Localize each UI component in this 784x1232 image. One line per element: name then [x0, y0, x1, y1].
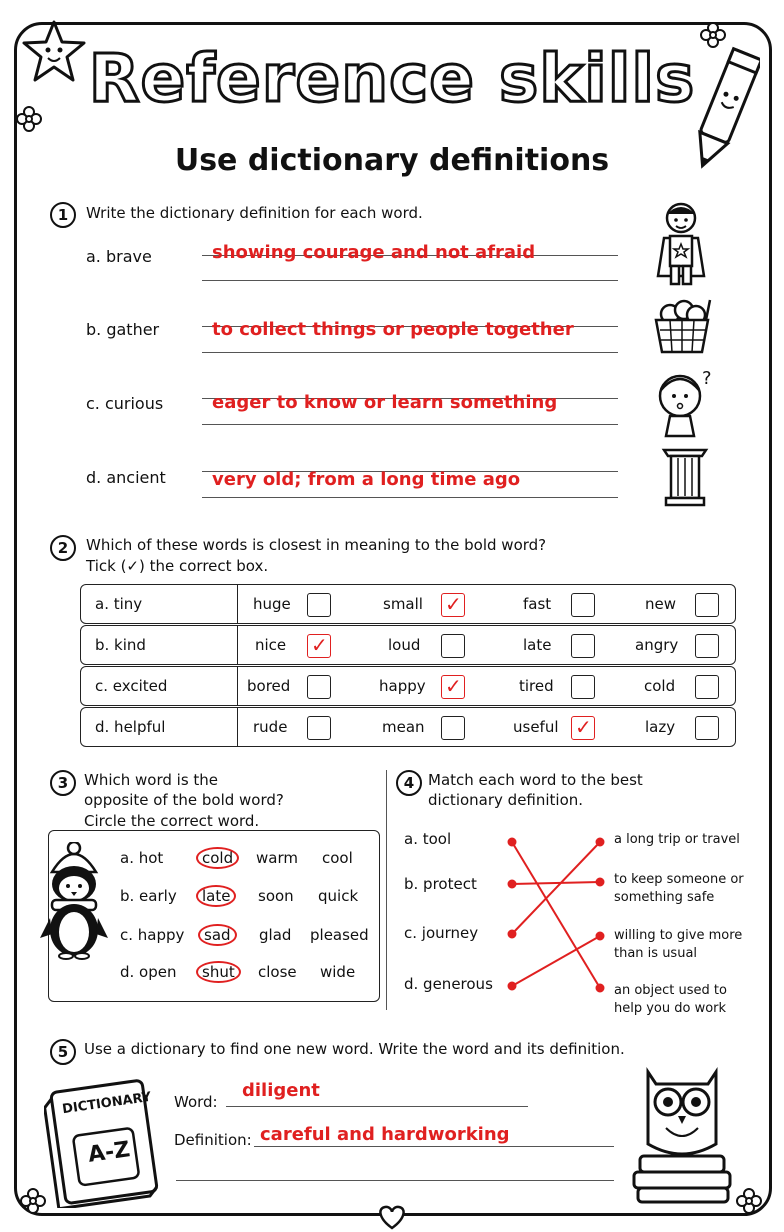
definition-answer[interactable]: careful and hardworking: [260, 1124, 510, 1145]
matching-lines[interactable]: [500, 830, 612, 1000]
checkbox[interactable]: [441, 634, 465, 658]
synonym-row-tiny: [80, 584, 736, 624]
checkbox[interactable]: [571, 634, 595, 658]
bold-word: a. tiny: [95, 595, 143, 613]
checkbox-checked[interactable]: [441, 593, 465, 617]
checkbox[interactable]: [695, 634, 719, 658]
answer-curious[interactable]: eager to know or learn something: [212, 392, 558, 413]
section-divider: [386, 770, 387, 1010]
divider: [237, 585, 238, 623]
word-gather: b. gather: [86, 320, 160, 339]
option-label[interactable]: close: [258, 963, 297, 981]
flower-icon: [734, 1186, 764, 1216]
match-word-protect: b. protect: [404, 875, 477, 893]
answer-line: [176, 1180, 614, 1181]
bold-word: a. hot: [120, 849, 164, 867]
bold-word: c. happy: [120, 926, 185, 944]
option-label: cold: [644, 677, 676, 695]
section-3-instruction-2: opposite of the bold word?: [84, 791, 284, 809]
match-definition: help you do work: [614, 1001, 727, 1016]
book-az: A-Z: [86, 1137, 132, 1168]
option-label: late: [523, 636, 552, 654]
option-label: huge: [253, 595, 291, 613]
synonym-row-excited: [80, 666, 736, 706]
match-definition: willing to give more: [614, 928, 743, 943]
section-4-number: 4: [396, 770, 422, 796]
section-5-instruction: Use a dictionary to find one new word. Write the word and its definition.: [84, 1040, 625, 1058]
page-subtitle: Use dictionary definitions: [174, 143, 610, 178]
checkbox-checked[interactable]: [307, 634, 331, 658]
option-label: fast: [523, 595, 552, 613]
circled-option[interactable]: cold: [196, 847, 239, 869]
divider: [237, 667, 238, 705]
synonym-row-helpful: [80, 707, 736, 747]
circled-option[interactable]: late: [196, 885, 236, 907]
superhero-boy-icon: [652, 198, 710, 290]
option-label[interactable]: quick: [318, 887, 359, 905]
checkbox[interactable]: [307, 593, 331, 617]
new-word-answer[interactable]: diligent: [242, 1080, 320, 1101]
option-label: loud: [388, 636, 421, 654]
match-word-journey: c. journey: [404, 924, 479, 942]
option-label: rude: [253, 718, 288, 736]
section-3-number: 3: [50, 770, 76, 796]
option-label: angry: [635, 636, 679, 654]
circled-option[interactable]: shut: [196, 961, 241, 983]
answer-line: [202, 352, 618, 353]
option-label: lazy: [645, 718, 676, 736]
checkbox[interactable]: [441, 716, 465, 740]
option-label: small: [383, 595, 423, 613]
option-label[interactable]: wide: [320, 963, 356, 981]
option-label: tired: [519, 677, 554, 695]
page-title: Reference skills: [88, 40, 696, 117]
word-curious: c. curious: [86, 394, 164, 413]
circled-option[interactable]: sad: [198, 924, 237, 946]
answer-brave[interactable]: showing courage and not afraid: [212, 242, 536, 263]
option-label: nice: [255, 636, 287, 654]
checkbox[interactable]: [307, 675, 331, 699]
section-2-instruction-2: Tick (✓) the correct box.: [86, 557, 269, 575]
synonym-row-kind: [80, 625, 736, 665]
divider: [237, 708, 238, 746]
checkbox-checked[interactable]: [441, 675, 465, 699]
bold-word: b. early: [120, 887, 177, 905]
checkbox[interactable]: [695, 675, 719, 699]
bold-word: d. helpful: [95, 718, 166, 736]
section-4-instruction: Match each word to the best: [428, 771, 643, 789]
section-1-instruction: Write the dictionary definition for each word.: [86, 204, 423, 222]
section-3-instruction: Which word is the: [84, 771, 219, 789]
match-definition: an object used to: [614, 983, 727, 998]
checkbox[interactable]: [571, 675, 595, 699]
apple-basket-icon: [650, 296, 714, 356]
option-label: useful: [513, 718, 559, 736]
bold-word: d. open: [120, 963, 177, 981]
section-1-number: 1: [50, 202, 76, 228]
match-word-tool: a. tool: [404, 830, 452, 848]
definition-label: Definition:: [174, 1131, 252, 1149]
word-brave: a. brave: [86, 247, 152, 266]
answer-line: [226, 1106, 528, 1107]
section-3-instruction-3: Circle the correct word.: [84, 812, 260, 830]
section-5-number: 5: [50, 1039, 76, 1065]
section-2-instruction: Which of these words is closest in meaning to the bold word?: [86, 536, 547, 554]
option-label[interactable]: cool: [322, 849, 353, 867]
match-word-generous: d. generous: [404, 975, 493, 993]
option-label[interactable]: glad: [259, 926, 292, 944]
thinking-boy-icon: [652, 366, 718, 438]
svg-text:?: ?: [702, 368, 712, 389]
option-label: happy: [379, 677, 426, 695]
checkbox[interactable]: [307, 716, 331, 740]
checkbox[interactable]: [695, 593, 719, 617]
answer-ancient[interactable]: very old; from a long time ago: [212, 469, 521, 490]
checkbox[interactable]: [571, 593, 595, 617]
match-definition: a long trip or travel: [614, 832, 740, 847]
penguin-icon: [38, 842, 110, 960]
option-label: bored: [247, 677, 291, 695]
match-definition: to keep someone or: [614, 872, 744, 887]
owl-on-books-icon: [626, 1064, 738, 1206]
match-definition: than is usual: [614, 946, 698, 961]
answer-line: [202, 424, 618, 425]
bold-word: b. kind: [95, 636, 146, 654]
answer-line: [202, 497, 618, 498]
checkbox-checked[interactable]: [571, 716, 595, 740]
option-label[interactable]: soon: [258, 887, 294, 905]
option-label[interactable]: warm: [256, 849, 298, 867]
option-label[interactable]: pleased: [310, 926, 369, 944]
option-label: mean: [382, 718, 425, 736]
bold-word: c. excited: [95, 677, 168, 695]
match-definition: something safe: [614, 890, 715, 905]
checkbox[interactable]: [695, 716, 719, 740]
answer-line: [254, 1146, 614, 1147]
section-2-number: 2: [50, 535, 76, 561]
option-label: new: [645, 595, 677, 613]
column-icon: [660, 444, 710, 508]
book-title: DICTIONARY: [61, 1089, 153, 1118]
answer-gather[interactable]: to collect things or people together: [212, 319, 574, 340]
heart-icon: [376, 1204, 408, 1230]
answer-line: [202, 280, 618, 281]
section-4-instruction-2: dictionary definition.: [428, 791, 584, 809]
word-label: Word:: [174, 1093, 218, 1111]
divider: [237, 626, 238, 664]
word-ancient: d. ancient: [86, 468, 166, 487]
